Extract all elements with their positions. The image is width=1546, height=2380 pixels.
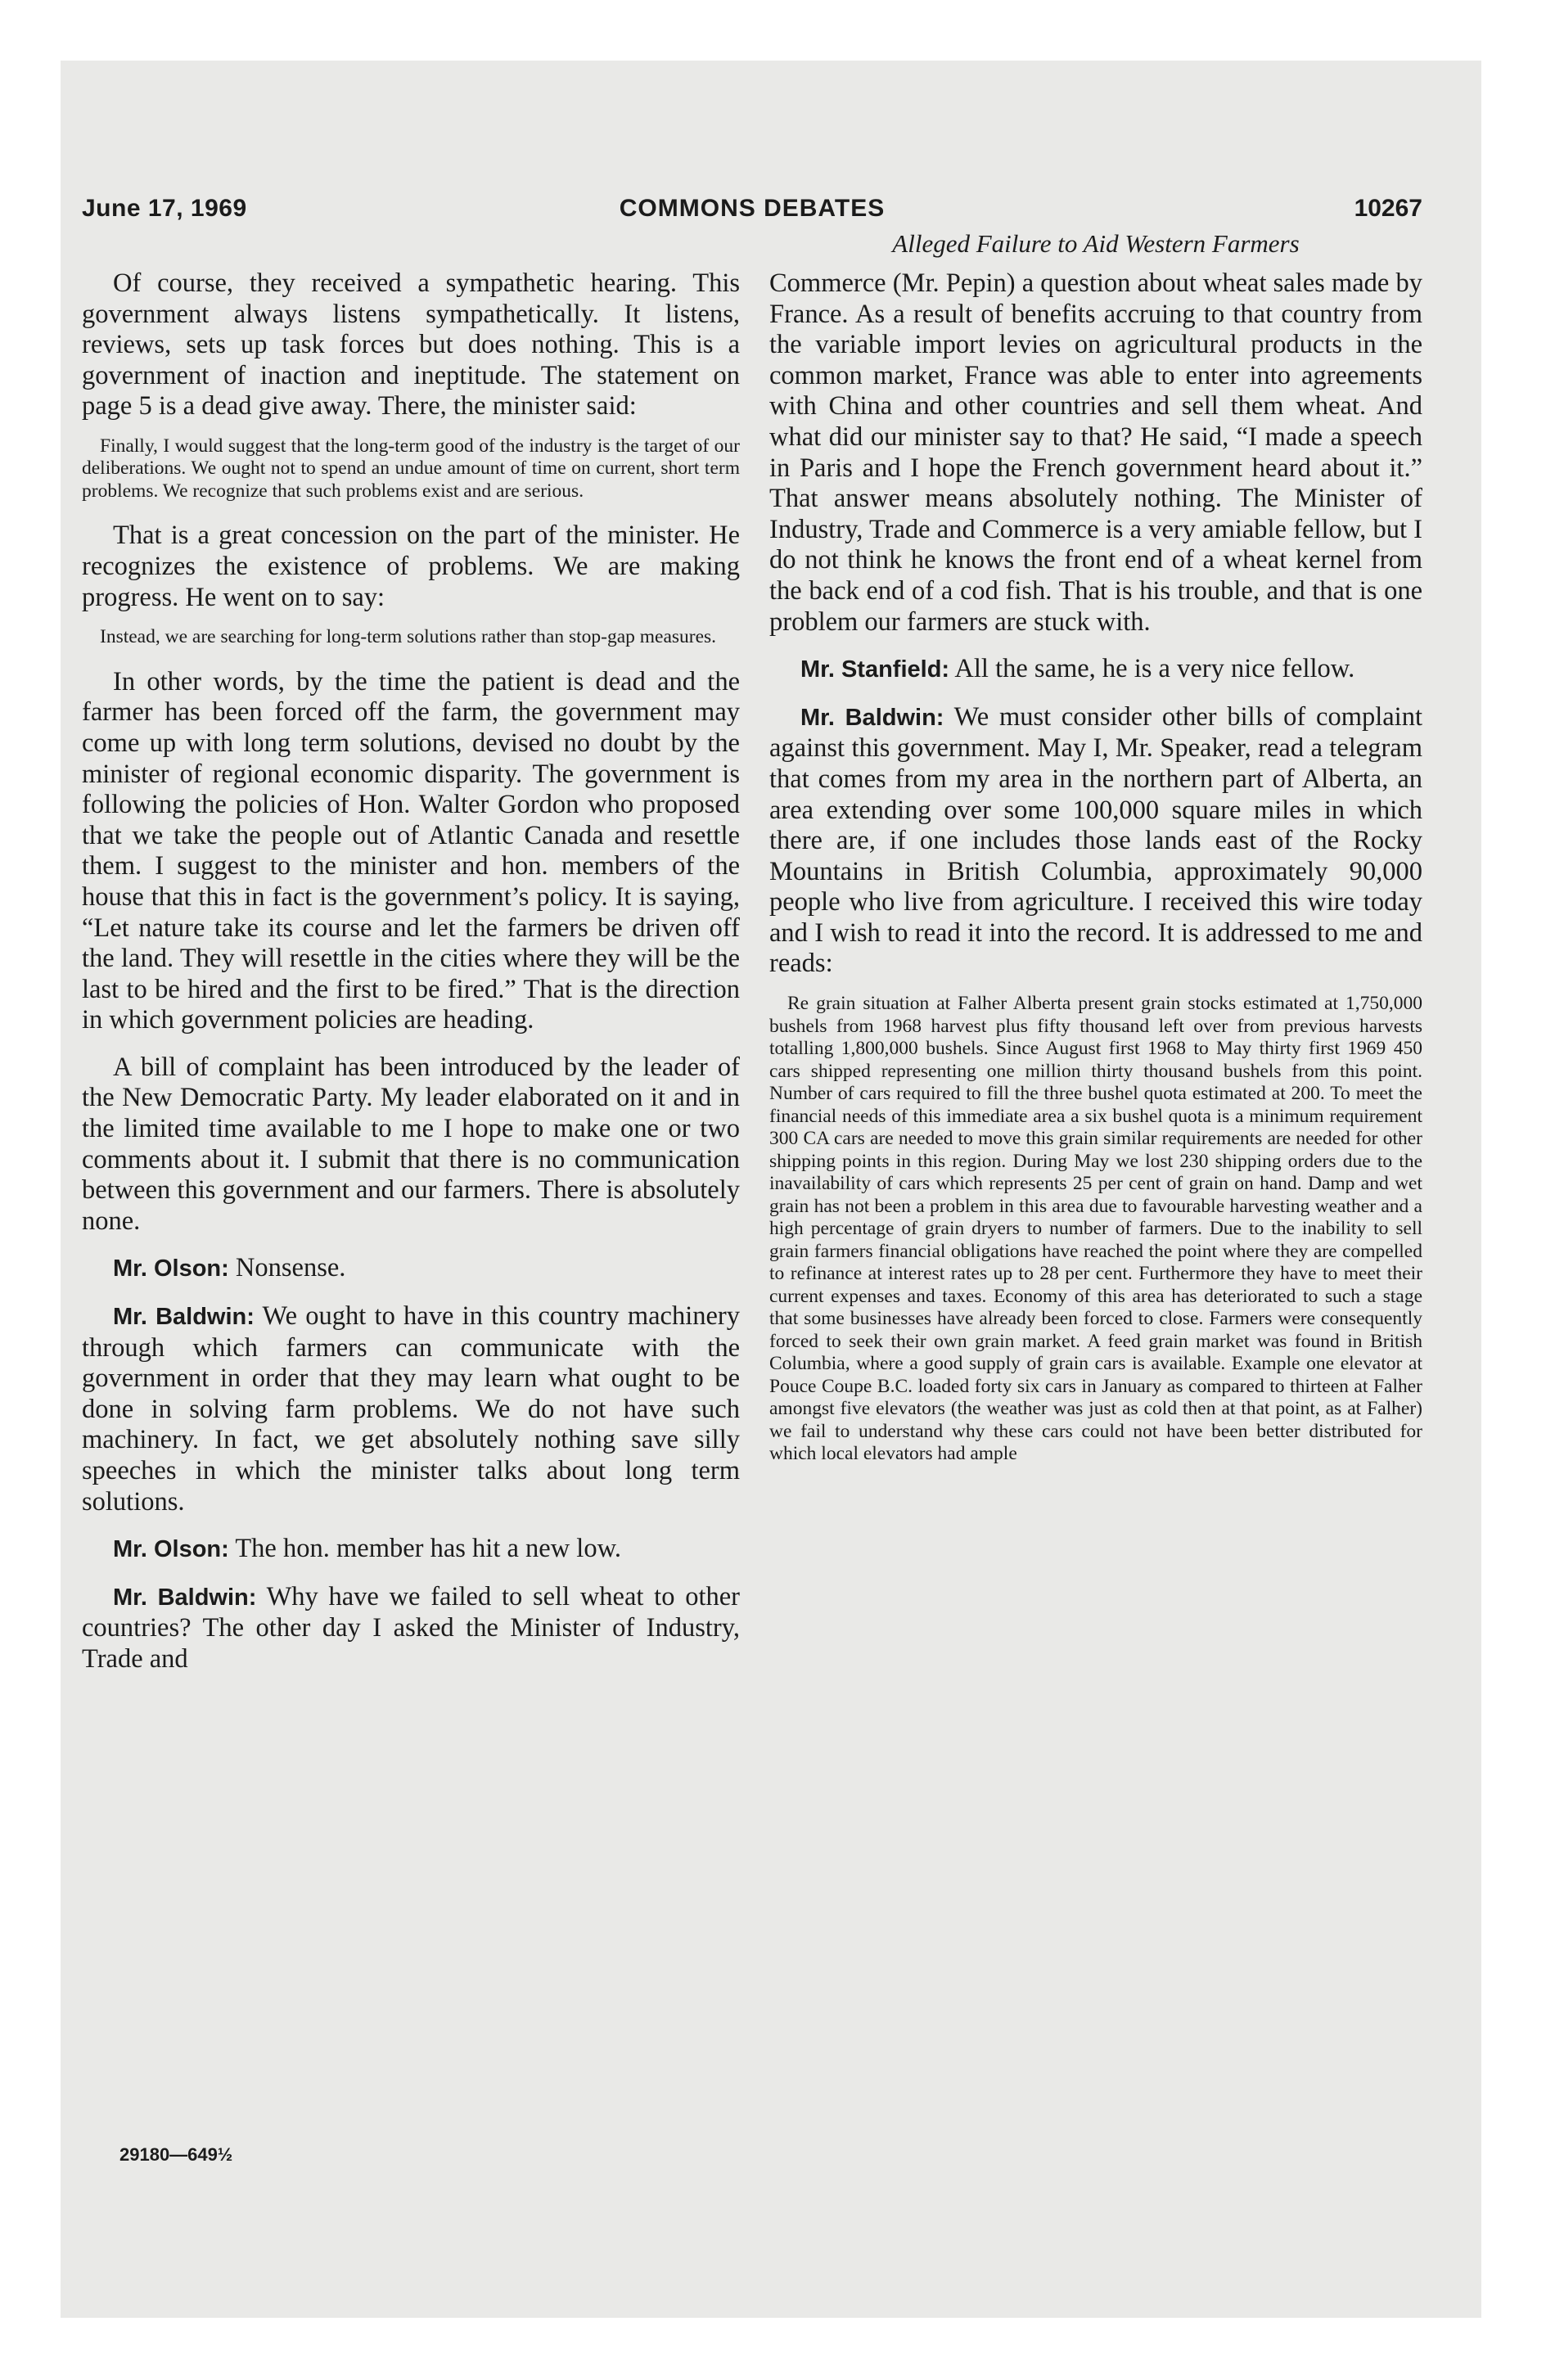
speech-text: All the same, he is a very nice fellow. — [949, 654, 1355, 684]
left-column — [82, 268, 740, 1675]
speech-olson-1 — [82, 1253, 740, 1285]
header-title: COMMONS DEBATES — [619, 195, 886, 222]
speech-baldwin-3 — [769, 702, 1422, 980]
speech-stanfield — [769, 654, 1422, 686]
speaker-name: Mr. Baldwin: — [800, 704, 944, 731]
right-column — [769, 268, 1422, 1484]
speaker-name: Mr. Baldwin: — [113, 1584, 257, 1611]
paragraph: A bill of complaint has been introduced by the leader of the New Democratic Party. My leader elaborated on it and in the limited time available to me I hope to make one or two comments about it. I submit that there is no communication between this government and our farmers. There is absolutely none. — [82, 1052, 740, 1236]
speaker-name: Mr. Olson: — [113, 1255, 229, 1282]
speech-baldwin-2 — [82, 1582, 740, 1675]
quotation: Instead, we are searching for long-term solutions rather than stop-gap measures. — [100, 626, 717, 648]
paragraph: Commerce (Mr. Pepin) a question about wheat sales made by France. As a result of benefits accruing to that country from the variable import levies on agricultural products in the common market, France was able to enter into agreements with China and other countries and sell them wheat. And what did our minister say to that? He said, “I made a speech in Paris and I hope the French government heard about it.” That answer means absolutely nothing. The Minister of Industry, Trade and Commerce is a very amiable fellow, but I do not think he knows the front end of a wheat kernel from the back end of a cod fish. That is his trouble, and that is one problem our farmers are stuck with. — [769, 268, 1422, 637]
speech-text: Nonsense. — [228, 1253, 346, 1283]
paragraph: Of course, they received a sympathetic hearing. This government always listens sympathetically. It listens, reviews, sets up task forces but does nothing. This is a government of inaction and ineptitude. The statement on page 5 is a dead give away. There, the minister said: — [82, 268, 740, 421]
speech-text: Why have we failed to sell wheat to other countries? The other day I asked the Minister of Industry, Trade and — [82, 1581, 740, 1674]
page-footer-code: 29180—649½ — [119, 2144, 233, 2165]
quotation: Finally, I would suggest that the long-term good of the industry is the target of our deliberations. We ought not to spend an undue amount of time on current, short term problems. We recognize that such problems exist and are serious. — [82, 435, 740, 502]
speaker-name: Mr. Stanfield: — [800, 656, 950, 683]
section-subheading: Alleged Failure to Aid Western Farmers — [892, 229, 1300, 258]
speech-text: We must consider other bills of complaint against this government. May I, Mr. Speaker, read a telegram that comes from my area in the northern part of Alberta, an area extending over some 100,000 square miles in which there are, if one includes those lands east of the Rocky Mountains in British Columbia, approximately 90,000 people who live from agriculture. I received this wire today and I wish to read it into the record. It is addressed to me and reads: — [769, 701, 1422, 979]
telegram-quotation: Re grain situation at Falher Alberta present grain stocks estimated at 1,750,000 bushels from 1968 harvest plus fifty thousand left over from previous harvests totalling 1,800,000 bushels. Since August first 1968 to May thirty first 1969 450 cars shipped representing one million thirty thousand bushels from this point. Number of cars required to fill the three bushel quota estimated at 200. To meet the financial needs of this immediate area a six bushel quota is a minimum requirement 300 CA cars are needed to move this grain similar requirements are needed for other shipping points in this region. During May we lost 230 shipping orders due to the inavailability of cars which represents 25 per cent of grain on hand. Damp and wet grain has not been a problem in this area due to favourable harvesting weather and a high percentage of grain dryers to number of farmers. Due to the inability to sell grain farmers financial obligations have reached the point where they are compelled to refinance at interest rates up to 28 per cent. Furthermore they have to meet their current expenses and taxes. Economy of this area has deteriorated to such a stage that some businesses have already been forced to close. Farmers were consequently forced to seek their own grain market. A feed grain market was found in British Columbia, where a good supply of grain cars is available. Example one elevator at Pouce Coupe B.C. loaded forty six cars in January as compared to thirteen at Falher amongst five elevators (the weather was just as cold then at that point, as at Falher) we fail to understand why these cars could not have been better distributed for which local elevators had ample — [769, 993, 1422, 1465]
speaker-name: Mr. Baldwin: — [113, 1304, 255, 1331]
header-date: June 17, 1969 — [82, 195, 247, 222]
speech-text: The hon. member has hit a new low. — [228, 1534, 622, 1564]
speech-baldwin-1 — [82, 1301, 740, 1517]
speaker-name: Mr. Olson: — [113, 1536, 229, 1563]
paragraph: That is a great concession on the part of the minister. He recognizes the existence of problems. We are making progress. He went on to say: — [82, 521, 740, 612]
speech-text: We ought to have in this country machinery through which farmers can communicate with the government in order that they may learn what ought to be done in solving farm problems. We do not have such machinery. In fact, we get absolutely nothing save silly speeches in which the minister talks about long term solutions. — [82, 1301, 740, 1517]
paragraph: In other words, by the time the patient is dead and the farmer has been forced off the farm, the government may come up with long term solutions, devised no doubt by the minister of regional economic disparity. The government is following the policies of Hon. Walter Gordon who proposed that we take the people out of Atlantic Canada and resettle them. I suggest to the minister and hon. members of the house that this in fact is the government’s policy. It is saying, “Let nature take its course and let the farmers be driven off the land. They will resettle in the cities where they will be the last to be hired and the first to be fired.” That is the direction in which government policies are heading. — [82, 666, 740, 1035]
header-page-number: 10267 — [1354, 195, 1422, 222]
page-header — [82, 195, 1422, 228]
speech-olson-2 — [82, 1534, 740, 1566]
